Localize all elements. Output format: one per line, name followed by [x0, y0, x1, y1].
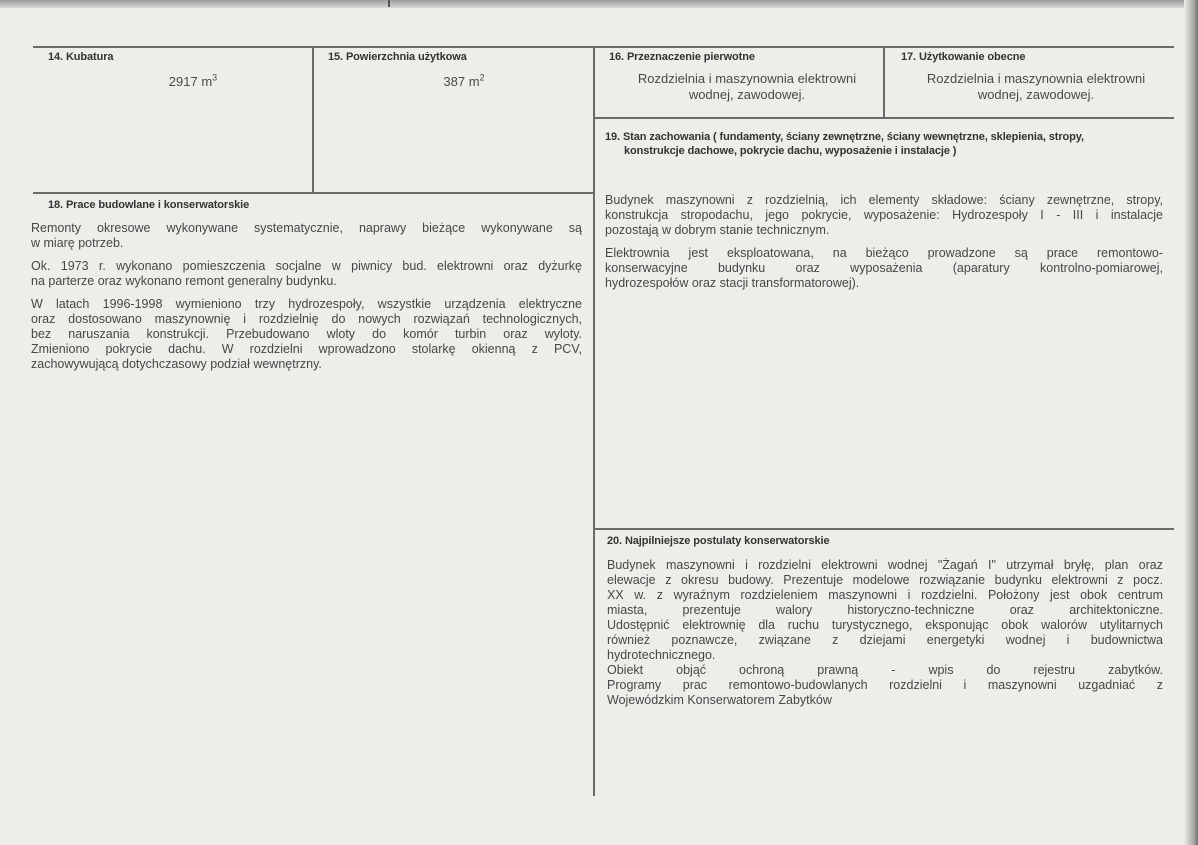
field-text [607, 558, 1163, 708]
text-line: miasta, prezentuje walory historyczno-techniczne oraz architektoniczne. [607, 603, 1163, 617]
text-line: Budynek maszynowni i rozdzielni elektrowni wodnej "Żagań I" utrzymał bryłę, plan oraz [607, 558, 1163, 572]
field-label: 15. Powierzchnia użytkowa [328, 51, 467, 63]
text-line: W latach 1996-1998 wymieniono trzy hydrozespoły, wszystkie urządzenia elektryczne [31, 297, 582, 311]
rule-above-18 [33, 192, 594, 194]
text-line: Elektrownia jest eksploatowana, na bieżąco prowadzone są prace remontowo- [605, 246, 1163, 260]
text-line: konstrukcja stropodachu, jego pokrycie, wyposażenie: Hydrozespoły I - III i instalacje [605, 208, 1163, 222]
paragraph [605, 193, 1163, 238]
paragraph [31, 221, 582, 251]
rule-below-16-17 [594, 117, 1174, 119]
text-line: pozostają w dobrym stanie technicznym. [605, 223, 830, 237]
label-line: konstrukcje dachowe, pokrycie dachu, wyposażenie i instalacje ) [624, 145, 957, 157]
label-line: 19. Stan zachowania ( fundamenty, ściany zewnętrzne, ściany wewnętrzne, sklepienia, stropy, [605, 131, 1084, 143]
field-postulaty-konserwatorskie [607, 534, 1163, 708]
value-line: Rozdzielnia i maszynownia elektrowni [926, 71, 1146, 86]
text-line: XX w. z wyraźnym rozdzieleniem maszynowni i rozdzielni. Położony jest obok centrum [607, 588, 1163, 602]
field-label: 16. Przeznaczenie pierwotne [609, 51, 755, 63]
field-label: 14. Kubatura [48, 51, 114, 63]
field-powierzchnia-uzytkowa [316, 50, 592, 90]
kubatura-unit-exponent: 3 [212, 72, 218, 83]
text-line: zachowywującą dotychczasowy podział wewnętrzny. [31, 357, 322, 371]
text-line: elewacje z okresu budowy. Prezentuje modelowe rozwiązanie budynku elektrowni z pocz. [607, 573, 1163, 587]
text-line: hydrotechnicznego. [607, 648, 716, 662]
text-line: Zmieniono pokrycie dachu. W rozdzielni wprowadzono stolarkę okienną z PCV, [31, 342, 582, 356]
field-przeznaczenie-pierwotne [597, 50, 881, 103]
text-line: Wojewódzkim Konserwatorem Zabytków [607, 693, 832, 707]
rule-divider-14-15 [312, 47, 314, 193]
field-stan-zachowania [605, 130, 1163, 299]
value-line: Rozdzielnia i maszynownia elektrowni [637, 71, 857, 86]
kubatura-value: 2917 m [168, 74, 213, 89]
field-label: 20. Najpilniejsze postulaty konserwatorskie [607, 535, 830, 547]
text-line: bez naruszania konstrukcji. Przebudowano wloty do komór turbin oraz wyloty. [31, 327, 582, 341]
field-uzytkowanie-obecne [887, 50, 1171, 103]
field-label [605, 130, 1163, 158]
value-line: wodnej, zawodowej. [688, 87, 806, 102]
paragraph [31, 297, 582, 372]
field-text [605, 193, 1163, 291]
text-line: konserwacyjne budynku oraz wyposażenia (aparatury kontrolno-pomiarowej, [605, 261, 1163, 275]
field-label: 18. Prace budowlane i konserwatorskie [48, 199, 250, 211]
text-line: również poznawcze, związane z dziejami energetyki wodnej i budownictwa [607, 633, 1163, 647]
rule-center-vertical [593, 47, 595, 796]
text-line: Obiekt objąć ochroną prawną - wpis do rejestru zabytków. [607, 663, 1163, 677]
powierzchnia-value: 387 m [443, 74, 480, 89]
text-line: Programy prac remontowo-budowlanych rozdzielni i maszynowni uzgadniać z [607, 678, 1163, 692]
field-text [31, 221, 582, 372]
field-label: 17. Użytkowanie obecne [901, 51, 1026, 63]
scan-top-edge [0, 0, 1198, 8]
rule-divider-16-17 [883, 47, 885, 118]
field-kubatura [36, 50, 310, 90]
field-prace-budowlane [31, 198, 582, 380]
field-value [901, 71, 1171, 103]
paragraph [605, 246, 1163, 291]
value-line: wodnej, zawodowej. [977, 87, 1095, 102]
field-value [336, 74, 592, 90]
text-line: oraz dostosowano maszynownię i rozdzielnię do nowych rozwiązań technologicznych, [31, 312, 582, 326]
text-line: hydrozespołów oraz stacji transformatorowej). [605, 276, 860, 290]
text-line: Udostępnić elektrownię dla ruchu turystycznego, eksponując obok walorów utylitarnych [607, 618, 1163, 632]
scan-right-edge [1184, 0, 1198, 845]
text-line: Remonty okresowe wykonywane systematycznie, naprawy bieżące wykonywane są [31, 221, 582, 235]
field-value [613, 71, 881, 103]
text-line: Ok. 1973 r. wykonano pomieszczenia socjalne w piwnicy bud. elektrowni oraz dyżurkę [31, 259, 582, 273]
rule-above-20 [594, 528, 1174, 530]
text-line: na parterze oraz wykonano remont generalny budynku. [31, 274, 337, 288]
text-line: Budynek maszynowni z rozdzielnią, ich elementy składowe: ściany zewnętrzne, stropy, [605, 193, 1163, 207]
text-line: w miarę potrzeb. [31, 236, 124, 250]
scan-tick-mark [388, 0, 390, 7]
field-value [76, 74, 310, 90]
paragraph [31, 259, 582, 289]
rule-top [33, 46, 1174, 48]
powierzchnia-unit-exponent: 2 [479, 72, 485, 83]
